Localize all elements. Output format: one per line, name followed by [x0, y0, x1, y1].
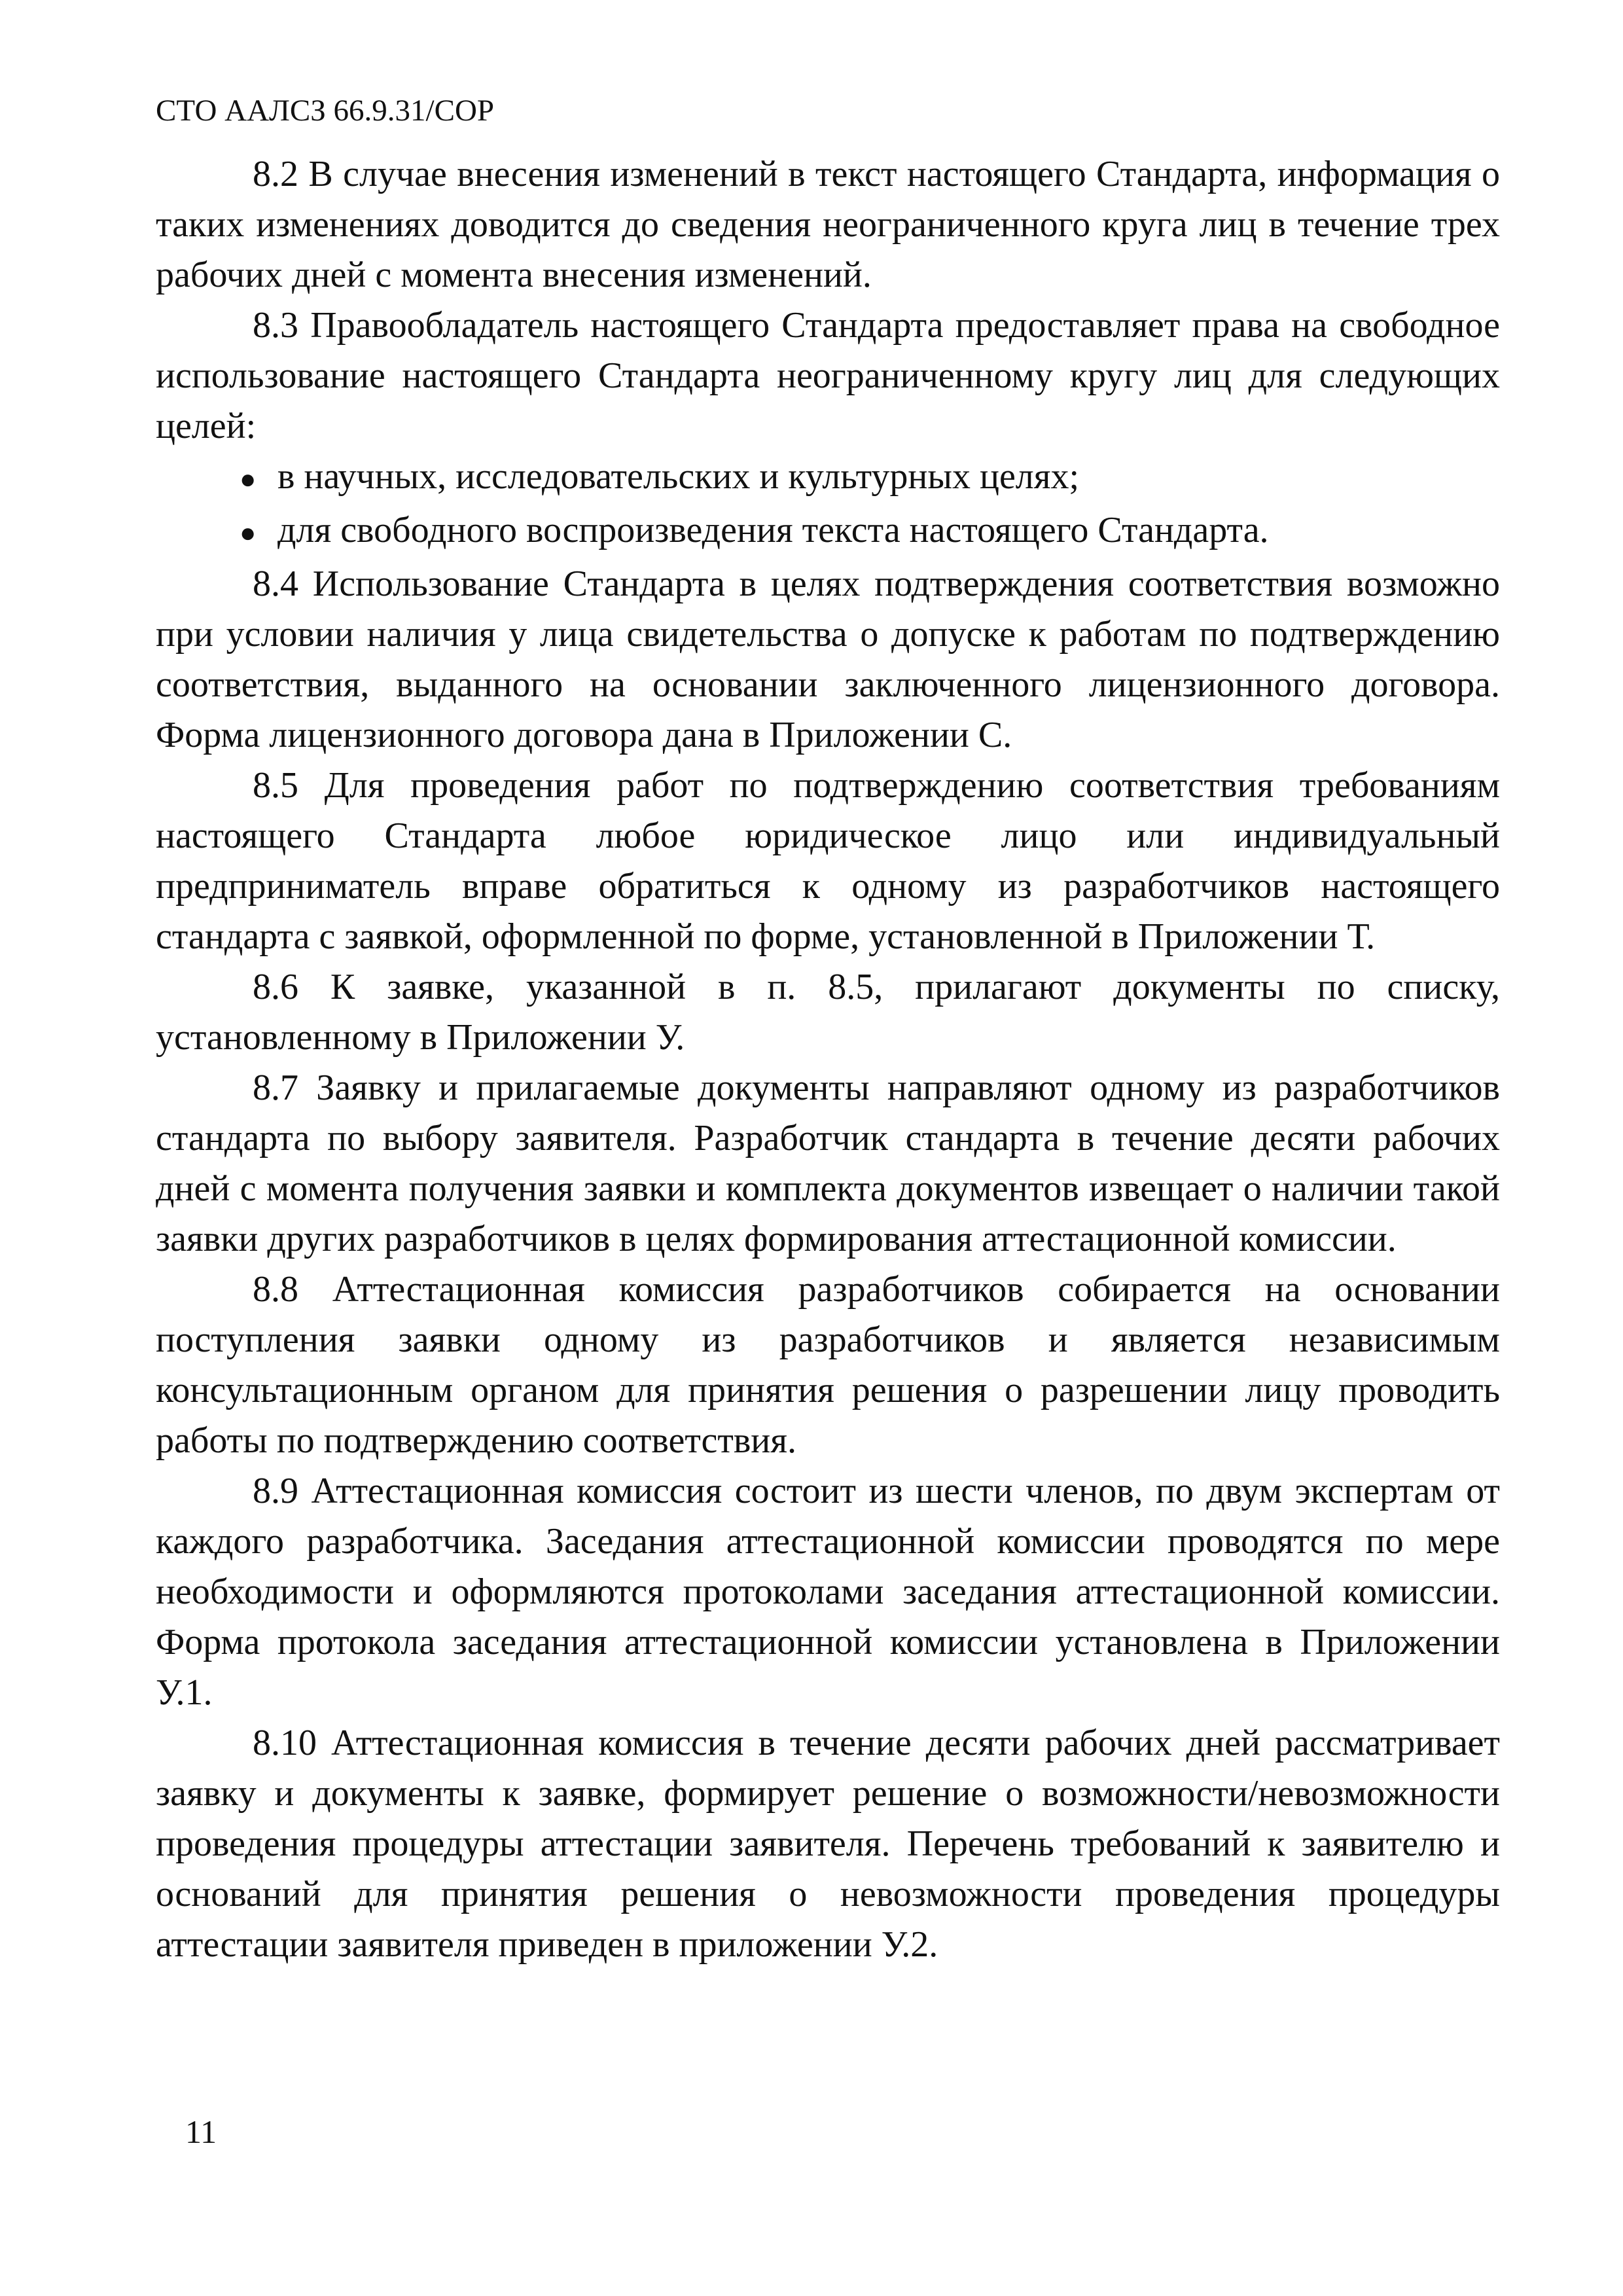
bullet-item — [240, 452, 1500, 505]
bullet-item — [240, 505, 1500, 559]
paragraph-8-2: 8.2 В случае внесения изменений в текст настоящего Стандарта, информация о таких изменениях доводится до сведения неограниченного круга лиц в течение трех рабочих дней с момента внесения изменений. — [156, 154, 1500, 295]
bullet-list — [156, 452, 1500, 559]
paragraph-8-7: 8.7 Заявку и прилагаемые документы направляют одному из разработчиков стандарта по выбору заявителя. Разработчик стандарта в течение десяти рабочих дней с момента получения заявки и комплекта документов извещает о наличии такой заявки других разработчиков в целях формирования аттестационной комиссии. — [156, 1067, 1500, 1259]
document-code-header: СТО ААЛСЗ 66.9.31/СОР — [156, 94, 495, 128]
page-number: 11 — [185, 2113, 217, 2150]
bullet-dot-icon: ● — [240, 465, 257, 495]
bullet-item-text: для свободного воспроизведения текста настоящего Стандарта. — [277, 510, 1269, 550]
paragraph-8-3: 8.3 Правообладатель настоящего Стандарта предоставляет права на свободное использование настоящего Стандарта неограниченному кругу лиц для следующих целей: — [156, 305, 1500, 446]
paragraph-8-9: 8.9 Аттестационная комиссия состоит из шести членов, по двум экспертам от каждого разработчика. Заседания аттестационной комиссии проводятся по мере необходимости и оформляются протоколами заседания аттестационной комиссии. Форма протокола заседания аттестационной комиссии установлена в Приложении У.1. — [156, 1471, 1500, 1713]
document-body — [156, 149, 1500, 1970]
paragraph-8-4: 8.4 Использование Стандарта в целях подтверждения соответствия возможно при условии наличия у лица свидетельства о допуске к работам по подтверждению соответствия, выданного на основании заключенного лицензионного договора. Форма лицензионного договора дана в Приложении С. — [156, 564, 1500, 755]
paragraph-8-6: 8.6 К заявке, указанной в п. 8.5, прилагают документы по списку, установленному в Приложении У. — [156, 967, 1500, 1058]
paragraph-8-10: 8.10 Аттестационная комиссия в течение десяти рабочих дней рассматривает заявку и документы к заявке, формирует решение о возможности/невозможности проведения процедуры аттестации заявителя. Перечень требований к заявителю и оснований для принятия решения о невозможности проведения процедуры аттестации заявителя приведен в приложении У.2. — [156, 1723, 1500, 1965]
paragraph-8-5: 8.5 Для проведения работ по подтверждению соответствия требованиям настоящего Стандарта любое юридическое лицо или индивидуальный предприниматель вправе обратиться к одному из разработчиков настоящего стандарта с заявкой, оформленной по форме, установленной в Приложении Т. — [156, 765, 1500, 957]
bullet-item-text: в научных, исследовательских и культурных целях; — [277, 456, 1080, 497]
bullet-dot-icon: ● — [240, 518, 257, 548]
paragraph-8-8: 8.8 Аттестационная комиссия разработчиков собирается на основании поступления заявки одному из разработчиков и является независимым консультационным органом для принятия решения о разрешении лицу проводить работы по подтверждению соответствия. — [156, 1269, 1500, 1461]
